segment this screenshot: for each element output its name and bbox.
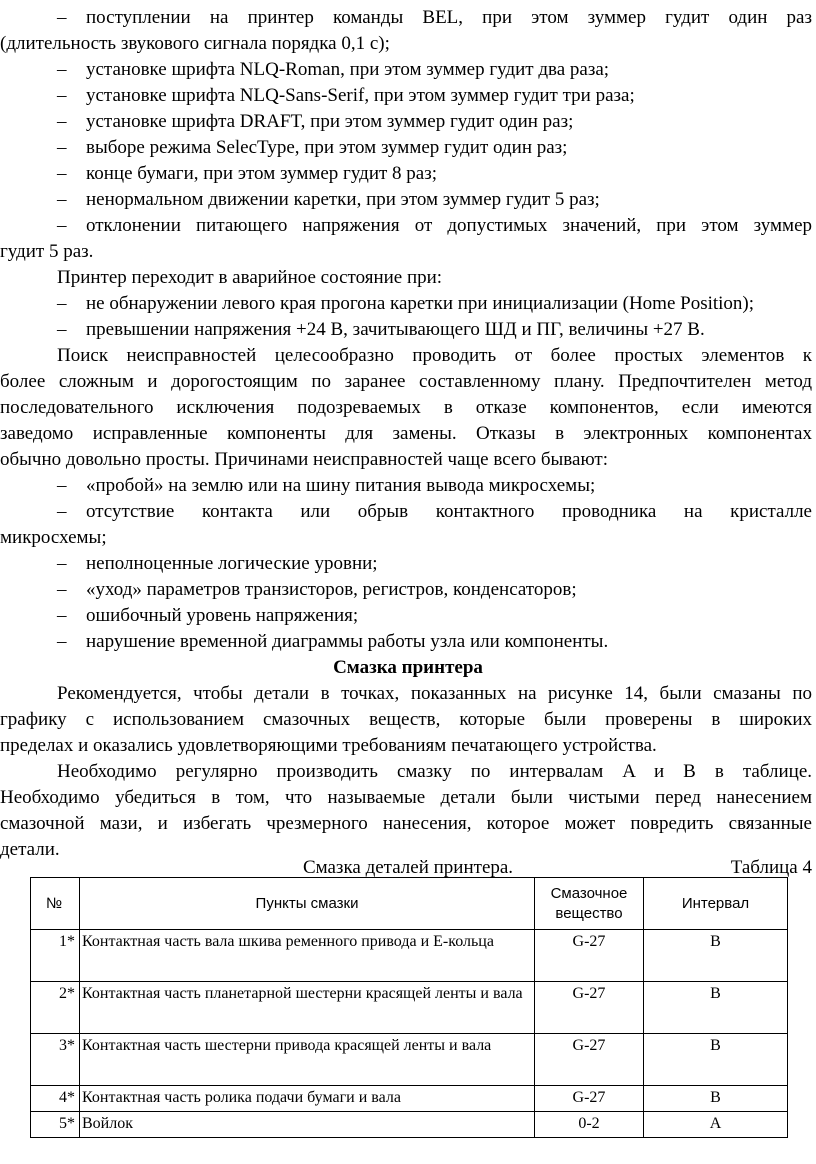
list-item-text: микросхемы; <box>0 527 107 548</box>
col-header-interval: Интервал <box>644 878 788 930</box>
cell-point: Контактная часть планетарной шестерни красящей ленты и вала <box>80 982 535 1034</box>
section-heading: Смазка принтера <box>333 657 483 678</box>
list-item-text: выборе режима SelecType, при этом зуммер гудит один раз; <box>86 137 568 158</box>
paragraph-line: обычно довольно просты. Причинами неисправностей чаще всего бывают: <box>0 449 608 470</box>
list-item-text: гудит 5 раз. <box>0 241 94 262</box>
list-dash: – <box>57 319 67 340</box>
paragraph-line: пределах и оказались удовлетворяющими требованиям печатающего устройства. <box>0 735 657 756</box>
paragraph-line: Рекомендуется, чтобы детали в точках, показанных на рисунке 14, были смазаны по <box>57 683 812 704</box>
table-title: Смазка деталей принтера. <box>302 857 514 878</box>
paragraph-line: детали. <box>0 839 60 860</box>
list-dash: – <box>57 605 67 626</box>
list-dash: – <box>57 553 67 574</box>
paragraph-line: заведомо исправленные компоненты для замены. Отказы в электронных компонентах <box>0 423 812 444</box>
lubrication-table <box>30 877 788 1138</box>
paragraph: Принтер переходит в аварийное состояние при: <box>57 267 443 288</box>
list-dash: – <box>57 579 67 600</box>
paragraph-line: графику с использованием смазочных веществ, которые были проверены в широких <box>0 709 812 730</box>
list-dash: – <box>57 137 67 158</box>
list-item-text: отклонении питающего напряжения от допустимых значений, при этом зуммер <box>86 215 812 236</box>
list-item-text: установке шрифта DRAFT, при этом зуммер гудит один раз; <box>86 111 574 132</box>
list-item-text: ошибочный уровень напряжения; <box>86 605 359 626</box>
list-item-text: поступлении на принтер команды BEL, при этом зуммер гудит один раз <box>86 7 812 28</box>
cell-substance: G-27 <box>535 982 644 1034</box>
list-dash: – <box>57 7 67 28</box>
col-header-points: Пункты смазки <box>80 878 535 930</box>
col-header-number: № <box>31 878 80 930</box>
cell-interval: B <box>644 930 788 982</box>
table-row <box>31 1112 788 1138</box>
list-dash: – <box>57 111 67 132</box>
cell-substance: G-27 <box>535 1034 644 1086</box>
list-dash: – <box>57 163 67 184</box>
list-dash: – <box>57 85 67 106</box>
list-dash: – <box>57 475 67 496</box>
list-dash: – <box>57 293 67 314</box>
cell-point: Контактная часть вала шкива ременного привода и E-кольца <box>80 930 535 982</box>
table-title-wrap <box>0 857 816 879</box>
cell-number: 1* <box>31 930 80 982</box>
list-item-text: превышении напряжения +24 В, зачитывающего ШД и ПГ, величины +27 В. <box>86 319 705 340</box>
cell-substance: G-27 <box>535 930 644 982</box>
list-item-text: установке шрифта NLQ-Roman, при этом зуммер гудит два раза; <box>86 59 610 80</box>
paragraph-line: Необходимо убедиться в том, что называемые детали были чистыми перед нанесением <box>0 787 812 808</box>
list-item-text: не обнаружении левого края прогона каретки при инициализации (Home Position); <box>86 293 755 314</box>
cell-substance: 0-2 <box>535 1112 644 1138</box>
cell-interval: B <box>644 1034 788 1086</box>
cell-number: 2* <box>31 982 80 1034</box>
table-row <box>31 1034 788 1086</box>
table-row <box>31 930 788 982</box>
cell-interval: A <box>644 1112 788 1138</box>
cell-substance: G-27 <box>535 1086 644 1112</box>
table-row <box>31 1086 788 1112</box>
col-header-substance: Смазочное вещество <box>535 878 644 930</box>
list-item-text: неполноценные логические уровни; <box>86 553 378 574</box>
list-item-text: установке шрифта NLQ-Sans-Serif, при этом зуммер гудит три раза; <box>86 85 635 106</box>
list-dash: – <box>57 215 67 236</box>
cell-interval: B <box>644 982 788 1034</box>
list-item-text: «уход» параметров транзисторов, регистров, конденсаторов; <box>86 579 577 600</box>
paragraph-line: последовательного исключения подозреваемых в отказе компонентов, если имеются <box>0 397 812 418</box>
table-row <box>31 982 788 1034</box>
cell-point: Войлок <box>80 1112 535 1138</box>
list-item-text: отсутствие контакта или обрыв контактного проводника на кристалле <box>86 501 812 522</box>
cell-point: Контактная часть шестерни привода красящей ленты и вала <box>80 1034 535 1086</box>
cell-number: 5* <box>31 1112 80 1138</box>
paragraph-line: смазочной мази, и избегать чрезмерного нанесения, которое может повредить связанные <box>0 813 812 834</box>
list-item-text: конце бумаги, при этом зуммер гудит 8 раз; <box>86 163 438 184</box>
cell-number: 4* <box>31 1086 80 1112</box>
list-item-text: ненормальном движении каретки, при этом зуммер гудит 5 раз; <box>86 189 600 210</box>
list-item-text: нарушение временной диаграммы работы узла или компоненты. <box>86 631 609 652</box>
list-dash: – <box>57 59 67 80</box>
cell-point: Контактная часть ролика подачи бумаги и вала <box>80 1086 535 1112</box>
cell-interval: B <box>644 1086 788 1112</box>
cell-number: 3* <box>31 1034 80 1086</box>
table-header-row <box>31 878 788 930</box>
list-dash: – <box>57 501 67 522</box>
list-dash: – <box>57 189 67 210</box>
list-item-text: «пробой» на землю или на шину питания вывода микросхемы; <box>86 475 596 496</box>
list-dash: – <box>57 631 67 652</box>
paragraph-line: более сложным и дорогостоящим по заранее составленному плану. Предпочтителен метод <box>0 371 812 392</box>
list-item-text: (длительность звукового сигнала порядка 0,1 с); <box>0 33 390 54</box>
paragraph-line: Необходимо регулярно производить смазку по интервалам A и B в таблице. <box>57 761 812 782</box>
paragraph-line: Поиск неисправностей целесообразно проводить от более простых элементов к <box>57 345 812 366</box>
table-number: Таблица 4 <box>730 857 812 878</box>
